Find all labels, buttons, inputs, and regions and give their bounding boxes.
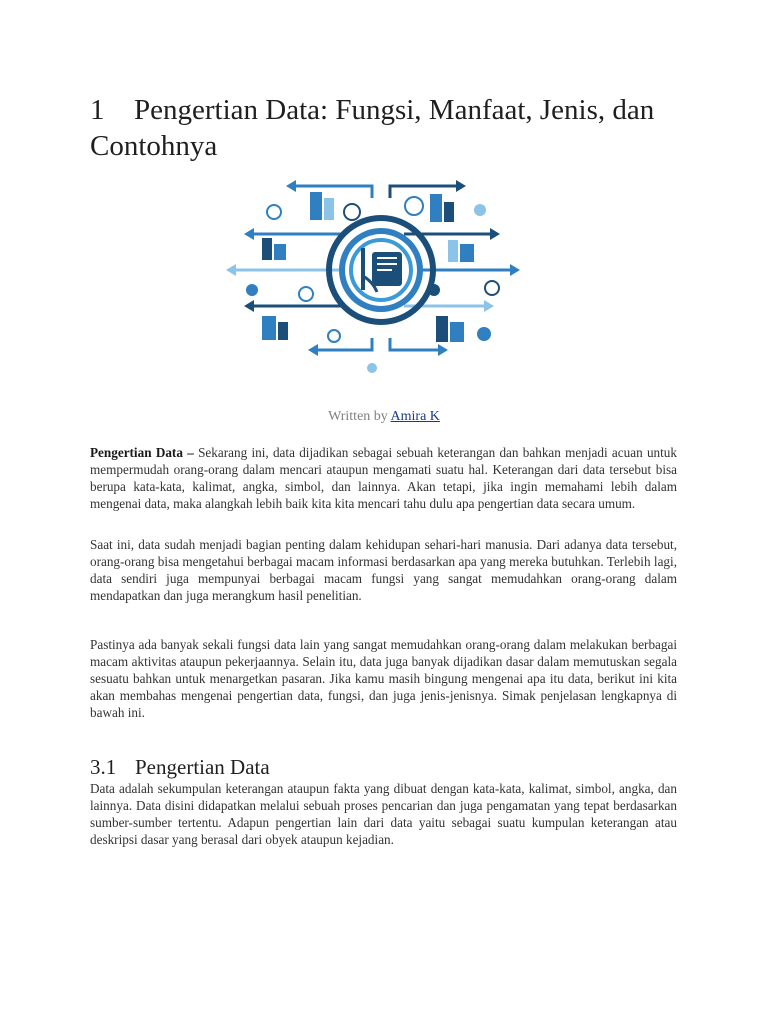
heading-title: Pengertian Data: Fungsi, Manfaat, Jenis, dan Contohnya [90,94,655,162]
intro-bold-label: Pengertian Data – [90,445,194,460]
heading-number: 1 [90,94,105,126]
byline [0,409,768,425]
third-paragraph: Pastinya ada banyak sekali fungsi data lain yang sangat memudahkan orang-orang dalam melakukan berbagai macam aktivitas ataupun pekerjaannya. Selain itu, data juga banyak dijadikan dasar dalam memutuskan segala sesuatu bahkan untuk menargetkan pasaran. Jika kamu masih bingung mengenai apa itu data, berikut ini kita akan membahas mengenai pengertian data, fungsi, dan juga jenis-jenisnya. Simak penjelasan lengkapnya di bawah ini. [90,637,677,720]
section-heading [90,754,270,780]
section-title: Pengertian Data [135,755,270,779]
central-hub-icon [329,218,433,322]
author-link[interactable]: Amira K [390,409,440,424]
second-paragraph: Saat ini, data sudah menjadi bagian penting dalam kehidupan sehari-hari manusia. Dari adanya data tersebut, orang-orang bisa mengetahui berbagai macam informasi berdasarkan apa yang mereka butuhkan. Terlebih lagi, data sendiri juga mempunyai berbagai macam fungsi yang sangat memudahkan orang-orang dalam mendapatkan dan juga merangkum hasil penelitian. [90,537,677,603]
intro-paragraph [90,444,677,512]
intro-text: Sekarang ini, data dijadikan sebagai sebuah keterangan dan bahkan menjadi acuan untuk mempermudah orang-orang dalam mencari ataupun mengamati suatu hal. Keterangan dari data tersebut bisa berupa kata-kata, kalimat, angka, simbol, dan lainnya. Akan tetapi, jika ingin memahami lebih dalam mengenai data, maka alangkah lebih baik kita kita mencari tahu dulu apa pengertian data secara umum. [90,445,677,511]
infographic-svg [222,178,524,378]
data-infographic-illustration [222,178,524,378]
byline-prefix: Written by [328,409,388,424]
section-paragraph: Data adalah sekumpulan keterangan ataupun fakta yang dibuat dengan kata-kata, kalimat, simbol, angka, dan lainnya. Data disini didapatkan melalui sebuah proses pencarian dan juga pengamatan yang tepat berdasarkan sumber-sumber tertentu. Adapun pengertian lain dari data yaitu sebagai suatu kumpulan keterangan atau deskripsi dasar yang berasal dari obyek ataupun kejadian. [90,781,677,847]
main-heading [90,92,690,164]
section-number: 3.1 [90,755,117,779]
